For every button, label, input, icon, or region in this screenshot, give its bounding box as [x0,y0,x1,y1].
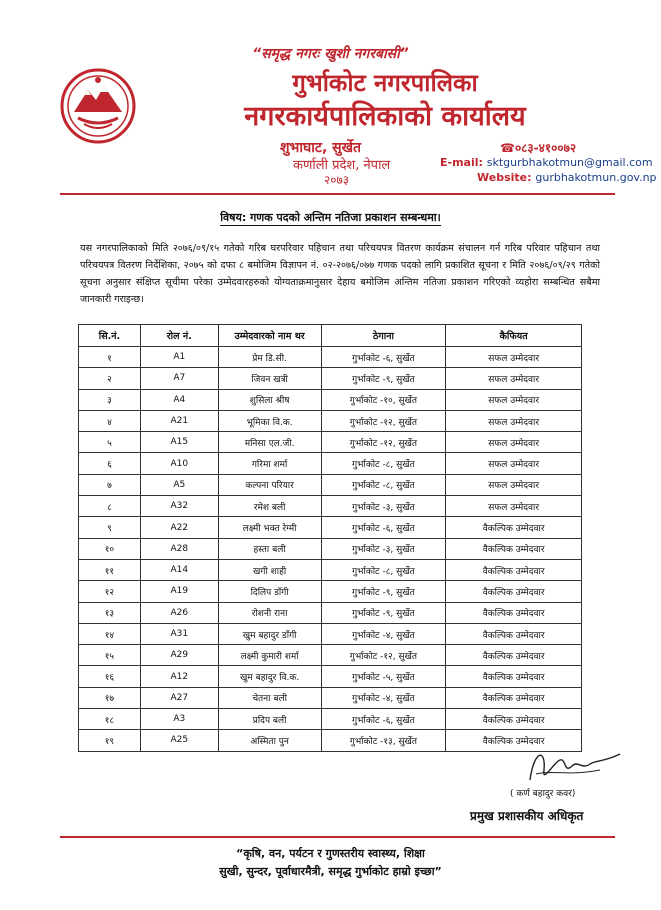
remarks-cell: वैकल्पिक उम्मेदवार [446,623,582,644]
address-cell: गुर्भाकोट -९, सुर्खेत [321,602,446,623]
address-cell: गुर्भाकोट -५, सुर्खेत [321,666,446,687]
serial-cell: ५ [79,432,141,453]
address-cell: गुर्भाकोट -३, सुर्खेत [321,538,446,559]
province: कर्णाली प्रदेश, नेपाल [293,158,391,173]
name-cell: लक्ष्मी कुमारी शर्मा [218,645,321,666]
remarks-cell: वैकल्पिक उम्मेदवार [446,645,582,666]
table-row [79,645,582,666]
name-cell: खुम बहादुर डाँगी [218,623,321,644]
slogan: “समृद्ध नगरः खुशी नगरबासी” [252,46,409,62]
serial-cell: १६ [79,666,141,687]
table-row [79,666,582,687]
roll-cell: A1 [140,347,218,368]
subject-line [0,210,661,225]
serial-cell: १३ [79,602,141,623]
header-roll: रोल नं. [140,325,218,347]
remarks-cell: सफल उम्मेदवार [446,432,582,453]
table-row [79,581,582,602]
remarks-cell: वैकल्पिक उम्मेदवार [446,538,582,559]
table-row [79,730,582,751]
roll-cell: A3 [140,709,218,730]
table-row [79,410,582,431]
footer-slogan-line-2: सुखी, सुन्दर, पूर्वाधारमैत्री, समृद्ध गुर्भाकोट हाम्रो इच्छा” [219,865,442,878]
website-label: Website: [477,171,532,184]
name-cell: प्रेम डि.सी. [218,347,321,368]
address-cell: गुर्भाकोट -३, सुर्खेत [321,496,446,517]
remarks-cell: वैकल्पिक उम्मेदवार [446,581,582,602]
serial-cell: २ [79,368,141,389]
table-row [79,432,582,453]
table-row [79,368,582,389]
email-line [440,156,653,169]
table-row [79,623,582,644]
established-year: २०७३ [324,173,349,187]
office-address: शुभाघाट, सुर्खेत [280,140,362,156]
remarks-cell: वैकल्पिक उम्मेदवार [446,602,582,623]
subject-text: विषय: गणक पदको अन्तिम नतिजा प्रकाशन सम्बन्धमा। [220,211,441,224]
serial-cell: ७ [79,474,141,495]
serial-cell: १२ [79,581,141,602]
name-cell: प्रदिप बली [218,709,321,730]
serial-cell: ४ [79,410,141,431]
table-row [79,687,582,708]
address-cell: गुर्भाकोट -१२, सुर्खेत [321,410,446,431]
address-cell: गुर्भाकोट -१२, सुर्खेत [321,645,446,666]
serial-cell: ९ [79,517,141,538]
roll-cell: A28 [140,538,218,559]
address-cell: गुर्भाकोट -६, सुर्खेत [321,347,446,368]
name-cell: शुसिला श्रीष [218,389,321,410]
roll-cell: A29 [140,645,218,666]
roll-cell: A12 [140,666,218,687]
office-name: नगरकार्यपालिकाको कार्यालय [244,101,526,132]
address-cell: गुर्भाकोट -६, सुर्खेत [321,517,446,538]
address-cell: गुर्भाकोट -६, सुर्खेत [321,709,446,730]
handwritten-signature [520,740,630,790]
roll-cell: A10 [140,453,218,474]
table-row [79,389,582,410]
address-cell: गुर्भाकोट -१३, सुर्खेत [321,730,446,751]
remarks-cell: सफल उम्मेदवार [446,368,582,389]
table-row [79,453,582,474]
results-body [79,347,582,752]
roll-cell: A22 [140,517,218,538]
address-cell: गुर्भाकोट -८, सुर्खेत [321,559,446,580]
name-cell: कल्पना परियार [218,474,321,495]
serial-cell: ११ [79,559,141,580]
footer-divider [60,836,615,838]
name-cell: खगी शाही [218,559,321,580]
website-line [477,171,657,184]
serial-cell: १८ [79,709,141,730]
serial-cell: ८ [79,496,141,517]
remarks-cell: वैकल्पिक उम्मेदवार [446,559,582,580]
remarks-cell: सफल उम्मेदवार [446,453,582,474]
org-name: गुर्भाकोट नगरपालिका [292,69,478,97]
serial-cell: ६ [79,453,141,474]
roll-cell: A32 [140,496,218,517]
signatory-name: ( कर्ण बहादुर कवर) [510,789,576,799]
address-cell: गुर्भाकोट -९, सुर्खेत [321,581,446,602]
serial-cell: १५ [79,645,141,666]
footer-slogan-line-1: “कृषि, वन, पर्यटन र गुणस्तरीय स्वास्थ्य, शिक्षा [236,847,425,860]
serial-cell: १९ [79,730,141,751]
remarks-cell: वैकल्पिक उम्मेदवार [446,709,582,730]
roll-cell: A4 [140,389,218,410]
address-cell: गुर्भाकोट -८, सुर्खेत [321,474,446,495]
results-table [78,324,582,752]
remarks-cell: सफल उम्मेदवार [446,474,582,495]
table-header-row [79,325,582,347]
name-cell: हस्ता बली [218,538,321,559]
roll-cell: A31 [140,623,218,644]
table-row [79,602,582,623]
table-row [79,496,582,517]
serial-cell: १ [79,347,141,368]
name-cell: दिलिप डाँगी [218,581,321,602]
table-row [79,347,582,368]
notice-body: यस नगरपालिकाको मिति २०७६/०९/१५ गतेको गरिब घरपरिवार पहिचान तथा परिचयपत्र वितरण कार्यक्रम संचालन गर्न गरिब परिवार पहिचान तथा परिचयपत्र वितरण निर्देशिका, २०७५ को दफा ८ बमोजिम विज्ञापन नं. ०२-२०७६/०७७ गणक पदको लागि प्रकाशित सूचना र मिति २०७६/०९/२९ गतेको सूचना अनुसार संक्षिप्त सूचीमा परेका उम्मेदवारहरुको योग्यताक्रमानुसार देहाय बमोजिम अन्तिम नतिजा प्रकाशन गरिएको व्यहोरा सम्बन्धित सबैमा जानकारी गराइन्छ। [80,243,600,305]
header-remarks: कैफियत [446,325,582,347]
email-label: E-mail: [440,156,483,169]
signatory-title: प्रमुख प्रशासकीय अधिकृत [470,809,584,823]
header-divider [60,193,615,195]
remarks-cell: वैकल्पिक उम्मेदवार [446,517,582,538]
phone-number: ☎०८३-४१००७२ [500,141,577,155]
address-cell: गुर्भाकोट -१०, सुर्खेत [321,389,446,410]
roll-cell: A5 [140,474,218,495]
name-cell: रमेश बली [218,496,321,517]
serial-cell: ३ [79,389,141,410]
roll-cell: A15 [140,432,218,453]
remarks-cell: वैकल्पिक उम्मेदवार [446,666,582,687]
remarks-cell: वैकल्पिक उम्मेदवार [446,730,582,751]
serial-cell: १७ [79,687,141,708]
remarks-cell: सफल उम्मेदवार [446,496,582,517]
name-cell: जिवन खत्री [218,368,321,389]
table-row [79,474,582,495]
website-url: gurbhakotmun.gov.np [535,171,657,184]
address-cell: गुर्भाकोट -४, सुर्खेत [321,623,446,644]
nepal-emblem-logo [60,68,136,144]
table-row [79,559,582,580]
serial-cell: १० [79,538,141,559]
header-address: ठेगाना [321,325,446,347]
name-cell: मनिसा एल.जी. [218,432,321,453]
name-cell: भूमिका वि.क. [218,410,321,431]
name-cell: अस्मिता पुन [218,730,321,751]
address-cell: गुर्भाकोट -४, सुर्खेत [321,687,446,708]
roll-cell: A19 [140,581,218,602]
roll-cell: A25 [140,730,218,751]
table-row [79,538,582,559]
table-row [79,517,582,538]
roll-cell: A21 [140,410,218,431]
remarks-cell: वैकल्पिक उम्मेदवार [446,687,582,708]
table-row [79,709,582,730]
email-address: sktgurbhakotmun@gmail.com [486,156,653,169]
remarks-cell: सफल उम्मेदवार [446,347,582,368]
header-serial: सि.नं. [79,325,141,347]
name-cell: रोशनी राना [218,602,321,623]
remarks-cell: सफल उम्मेदवार [446,389,582,410]
name-cell: चेतना बली [218,687,321,708]
address-cell: गुर्भाकोट -९, सुर्खेत [321,368,446,389]
roll-cell: A7 [140,368,218,389]
name-cell: लक्ष्मी भक्त रेग्मी [218,517,321,538]
address-cell: गुर्भाकोट -१२, सुर्खेत [321,432,446,453]
name-cell: खुम बहादुर वि.क. [218,666,321,687]
roll-cell: A14 [140,559,218,580]
address-cell: गुर्भाकोट -८, सुर्खेत [321,453,446,474]
header-name: उम्मेदवारको नाम थर [218,325,321,347]
roll-cell: A27 [140,687,218,708]
roll-cell: A26 [140,602,218,623]
name-cell: गरिमा शर्मा [218,453,321,474]
serial-cell: १४ [79,623,141,644]
remarks-cell: सफल उम्मेदवार [446,410,582,431]
